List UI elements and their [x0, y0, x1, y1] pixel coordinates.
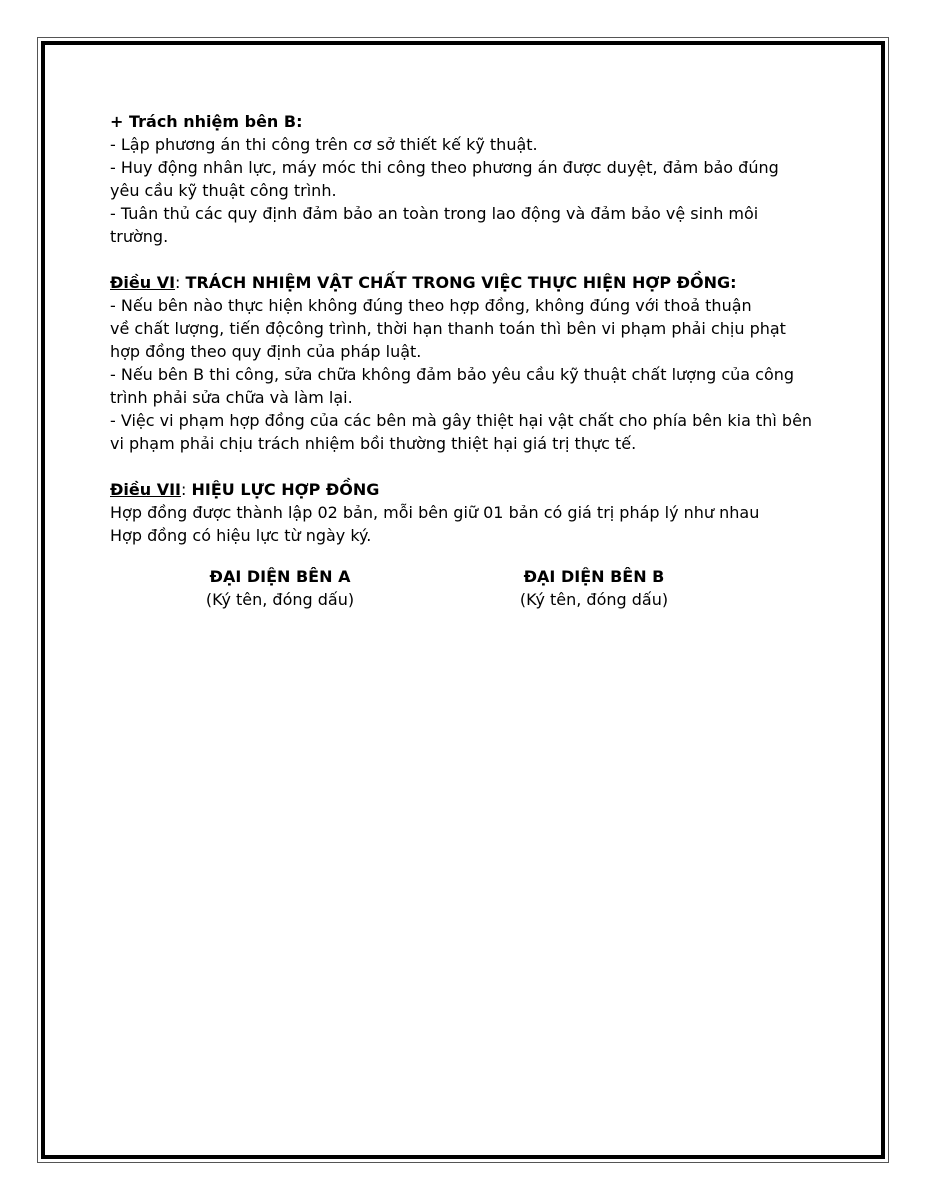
- article-vi-line: hợp đồng theo quy định của pháp luật.: [110, 342, 422, 361]
- signature-party-a-title: ĐẠI DIỆN BÊN A: [209, 567, 351, 586]
- responsibility-b-line: trường.: [110, 227, 169, 246]
- article-vi-line: trình phải sửa chữa và làm lại.: [110, 388, 353, 407]
- responsibility-b-heading: + Trách nhiệm bên B:: [110, 112, 303, 131]
- signature-party-b-title: ĐẠI DIỆN BÊN B: [523, 567, 665, 586]
- article-vi-line: - Nếu bên nào thực hiện không đúng theo hợp đồng, không đúng với thoả thuận: [110, 296, 752, 315]
- article-vi-line: vi phạm phải chịu trách nhiệm bồi thường thiệt hại giá trị thực tế.: [110, 434, 637, 453]
- responsibility-b-line: yêu cầu kỹ thuật công trình.: [110, 181, 337, 200]
- article-vii-heading: [110, 478, 830, 501]
- article-vi-separator: :: [175, 273, 186, 292]
- spacer: [110, 248, 830, 271]
- article-vi-heading: [110, 271, 830, 294]
- responsibility-b-line: - Lập phương án thi công trên cơ sở thiết kế kỹ thuật.: [110, 135, 538, 154]
- article-vi-title: TRÁCH NHIỆM VẬT CHẤT TRONG VIỆC THỰC HIỆN HỢP ĐỒNG:: [185, 273, 737, 292]
- responsibility-b-line: - Huy động nhân lực, máy móc thi công theo phương án được duyệt, đảm bảo đúng: [110, 158, 779, 177]
- article-vii-title: HIỆU LỰC HỢP ĐỒNG: [191, 480, 380, 499]
- article-vii-line: Hợp đồng được thành lập 02 bản, mỗi bên giữ 01 bản có giá trị pháp lý như nhau: [110, 503, 760, 522]
- signature-party-a-note: (Ký tên, đóng dấu): [205, 590, 355, 609]
- spacer: [110, 455, 830, 478]
- article-vi-line: - Nếu bên B thi công, sửa chữa không đảm bảo yêu cầu kỹ thuật chất lượng của công: [110, 365, 795, 384]
- article-vi-line: - Việc vi phạm hợp đồng của các bên mà gây thiệt hại vật chất cho phía bên kia thì bên: [110, 411, 813, 430]
- signature-party-b-note: (Ký tên, đóng dấu): [519, 590, 669, 609]
- signature-party-a: [160, 565, 400, 611]
- document-body: [110, 110, 830, 547]
- article-vi-label: Điều VI: [110, 273, 176, 292]
- article-vi-section: [110, 271, 830, 455]
- responsibility-b-section: [110, 110, 830, 248]
- signature-party-b: [474, 565, 714, 611]
- article-vii-section: [110, 478, 830, 547]
- article-vi-line: về chất lượng, tiến độcông trình, thời hạn thanh toán thì bên vi phạm phải chịu phạt: [110, 319, 786, 338]
- responsibility-b-line: - Tuân thủ các quy định đảm bảo an toàn trong lao động và đảm bảo vệ sinh môi: [110, 204, 759, 223]
- article-vii-separator: :: [181, 480, 192, 499]
- article-vii-line: Hợp đồng có hiệu lực từ ngày ký.: [110, 526, 372, 545]
- article-vii-label: Điều VII: [110, 480, 181, 499]
